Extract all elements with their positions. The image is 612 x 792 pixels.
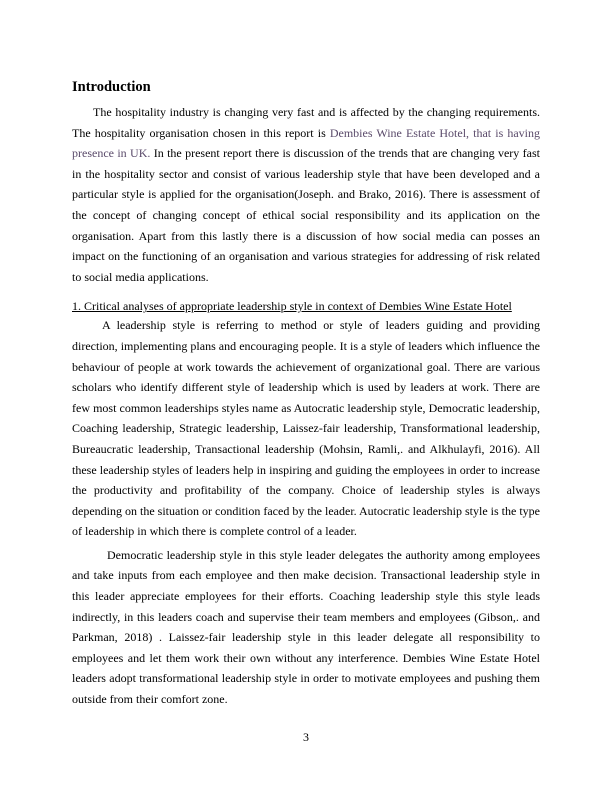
introduction-text-start: The hospitality industry is changing very fast and is affected by the changing requirements. The hospitality organisation chosen in this report is	[72, 105, 540, 140]
introduction-paragraph	[72, 102, 540, 287]
introduction-text-end: In the present report there is discussion of the trends that are changing very fast in the hospitality sector and consist of various leadership style that have been developed and a particular style is applied for the organisation(Joseph. and Brako, 2016). There is assessment of the concept of changing concept of ethical social responsibility and its application on the organisation. Apart from this lastly there is a discussion of how social media can posses an impact on the functioning of an organisation and various strategies for addressing of risk related to social media applications.	[72, 146, 540, 284]
leadership-paragraph-2: Democratic leadership style in this style leader delegates the authority among employees and take inputs from each employee and then make decision. Transactional leadership style in this leader appreciate employees for their efforts. Coaching leadership style this style leads indirectly, in this leaders coach and supervise their team members and employees (Gibson,. and Parkman, 2018) . Laissez-fair leadership style in this leader delegate all responsibility to employees and let them work their own without any interference. Dembies Wine Estate Hotel leaders adopt transformational leadership style in order to motivate employees and pushing them outside from their comfort zone.	[72, 547, 540, 707]
introduction-heading: Introduction	[72, 79, 151, 95]
section-1-heading: 1. Critical analyses of appropriate leadership style in context of Dembies Wine Estate Hotel	[72, 299, 512, 314]
page-number: 3	[303, 730, 309, 744]
page-content	[72, 78, 540, 710]
organisation-highlight: Dembies Wine Estate Hotel, that is having presence in UK.	[72, 125, 540, 161]
leadership-paragraph-1: A leadership style is referring to method or style of leaders guiding and providing direction, implementing plans and encouraging people. It is a style of leaders which influence the behaviour of people at work towards the achievement of organizational goal. There are various scholars who identify different style of leadership which is used by leaders at work. There are few most common leaderships styles name as Autocratic leadership style, Democratic leadership, Coaching leadership, Strategic leadership, Laissez-fair leadership, Transformational leadership, Bureaucratic leadership, Transactional leadership (Mohsin, Ramli,. and Alkhulayfi, 2016). All these leadership styles of leaders help in inspiring and guiding the employees in order to increase the productivity and profitability of the company. Choice of leadership styles is always depending on the situation or condition faced by the leader. Autocratic leadership style is the type of leadership in which there is complete control of a leader.	[72, 318, 540, 539]
